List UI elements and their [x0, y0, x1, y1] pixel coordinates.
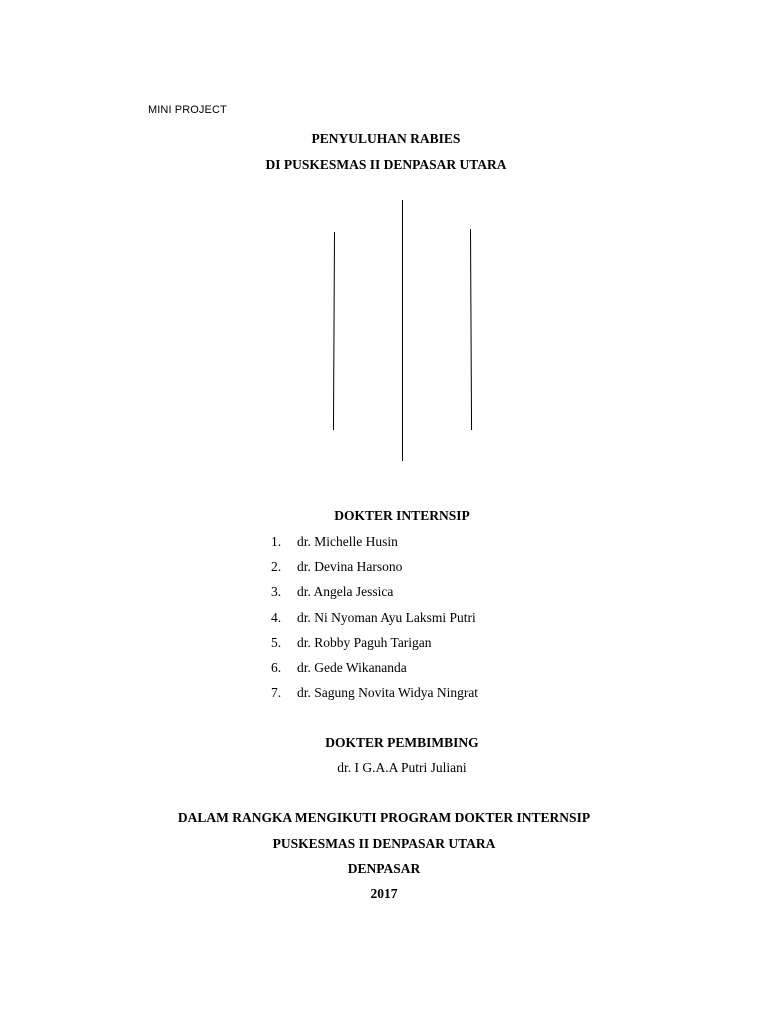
supervisor-name: dr. I G.A.A Putri Juliani — [337, 760, 467, 775]
list-item — [271, 558, 478, 583]
supervisor-heading: DOKTER PEMBIMBING — [325, 735, 479, 750]
list-item-name: dr. Gede Wikananda — [297, 659, 407, 675]
list-item-name: dr. Angela Jessica — [297, 584, 394, 600]
logo-placeholder-line-center — [402, 200, 403, 461]
list-item — [271, 583, 478, 608]
list-item-number: 5. — [271, 634, 282, 650]
list-item-name: dr. Ni Nyoman Ayu Laksmi Putri — [297, 609, 476, 625]
list-item — [271, 684, 478, 709]
title-line-2: DI PUSKESMAS II DENPASAR UTARA — [265, 157, 507, 172]
intern-heading: DOKTER INTERNSIP — [334, 508, 470, 523]
list-item-name: dr. Robby Paguh Tarigan — [297, 634, 432, 650]
footer-line-2: PUSKESMAS II DENPASAR UTARA — [272, 836, 496, 851]
list-item-number: 7. — [271, 685, 282, 701]
list-item — [271, 659, 478, 684]
list-item-number: 4. — [271, 609, 282, 625]
footer-year: 2017 — [370, 886, 398, 901]
list-item-number: 1. — [271, 534, 282, 549]
list-item — [271, 609, 478, 634]
list-item — [271, 634, 478, 659]
footer-city: DENPASAR — [347, 861, 421, 876]
title-line-1: PENYULUHAN RABIES — [311, 131, 461, 146]
footer-line-1: DALAM RANGKA MENGIKUTI PROGRAM DOKTER INTERNSIP — [177, 810, 591, 825]
list-item-name: dr. Sagung Novita Widya Ningrat — [297, 685, 479, 701]
logo-placeholder-line-right — [470, 229, 472, 430]
list-item-name: dr. Michelle Husin — [297, 534, 398, 549]
list-item-name: dr. Devina Harsono — [297, 559, 403, 575]
mini-project-label: MINI PROJECT — [148, 104, 227, 116]
list-item-number: 6. — [271, 659, 282, 675]
logo-placeholder-line-left — [333, 232, 335, 430]
intern-list — [271, 533, 478, 709]
list-item — [271, 533, 478, 558]
list-item-number: 2. — [271, 559, 282, 575]
list-item-number: 3. — [271, 584, 282, 600]
